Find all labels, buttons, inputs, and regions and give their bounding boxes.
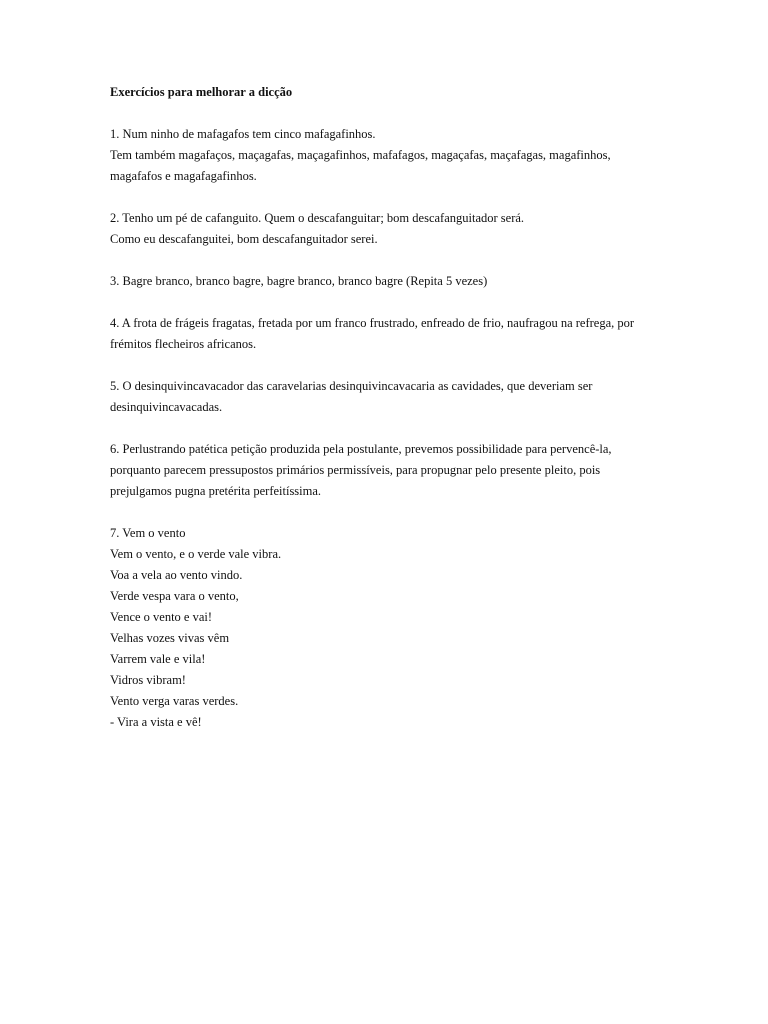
- exercise-4: [110, 313, 670, 355]
- spacer: [110, 187, 670, 208]
- spacer: [110, 502, 670, 523]
- exercise-line: Vento verga varas verdes.: [110, 694, 239, 708]
- spacer: [110, 418, 670, 439]
- exercise-line: prejulgamos pugna pretérita perfeitíssima.: [110, 484, 322, 498]
- exercise-line: porquanto parecem pressupostos primários permissíveis, para propugnar pelo presente pleito, pois: [110, 463, 601, 477]
- exercise-line: frémitos flecheiros africanos.: [110, 337, 257, 351]
- exercise-line: Vem o vento, e o verde vale vibra.: [110, 547, 282, 561]
- exercise-line: Como eu descafanguitei, bom descafanguitador serei.: [110, 232, 378, 246]
- document-page: [110, 82, 670, 733]
- exercise-line: 4. A frota de frágeis fragatas, fretada por um franco frustrado, enfreado de frio, naufragou na refrega, por: [110, 316, 635, 330]
- exercise-line: Velhas vozes vivas vêm: [110, 631, 230, 645]
- exercise-6: [110, 439, 670, 502]
- exercise-7: [110, 523, 670, 733]
- spacer: [110, 355, 670, 376]
- exercise-line: magafafos e magafagafinhos.: [110, 169, 257, 183]
- exercise-5: [110, 376, 670, 418]
- spacer: [110, 292, 670, 313]
- exercise-line: 1. Num ninho de mafagafos tem cinco mafagafinhos.: [110, 127, 376, 141]
- exercise-line: Verde vespa vara o vento,: [110, 589, 239, 603]
- exercise-3: [110, 271, 670, 292]
- exercise-line: 2. Tenho um pé de cafanguito. Quem o descafanguitar; bom descafanguitador será.: [110, 211, 525, 225]
- exercise-line: Voa a vela ao vento vindo.: [110, 568, 243, 582]
- exercise-line: Vidros vibram!: [110, 673, 186, 687]
- exercise-line: 7. Vem o vento: [110, 526, 186, 540]
- exercise-line: Varrem vale e vila!: [110, 652, 206, 666]
- exercise-line: 6. Perlustrando patética petição produzida pela postulante, prevemos possibilidade para pervencê-la,: [110, 442, 612, 456]
- exercise-line: 3. Bagre branco, branco bagre, bagre branco, branco bagre (Repita 5 vezes): [110, 274, 488, 288]
- exercise-line: desinquivincavacadas.: [110, 400, 223, 414]
- exercise-line: - Vira a vista e vê!: [110, 715, 202, 729]
- document-title: Exercícios para melhorar a dicção: [110, 85, 293, 99]
- exercise-line: 5. O desinquivincavacador das caravelarias desinquivincavacaria as cavidades, que deveriam ser: [110, 379, 593, 393]
- exercise-line: Tem também magafaços, maçagafas, maçagafinhos, mafafagos, magaçafas, maçafagas, magafinhos,: [110, 148, 611, 162]
- spacer: [110, 103, 670, 124]
- exercise-1: [110, 124, 670, 187]
- spacer: [110, 250, 670, 271]
- exercise-2: [110, 208, 670, 250]
- exercise-line: Vence o vento e vai!: [110, 610, 213, 624]
